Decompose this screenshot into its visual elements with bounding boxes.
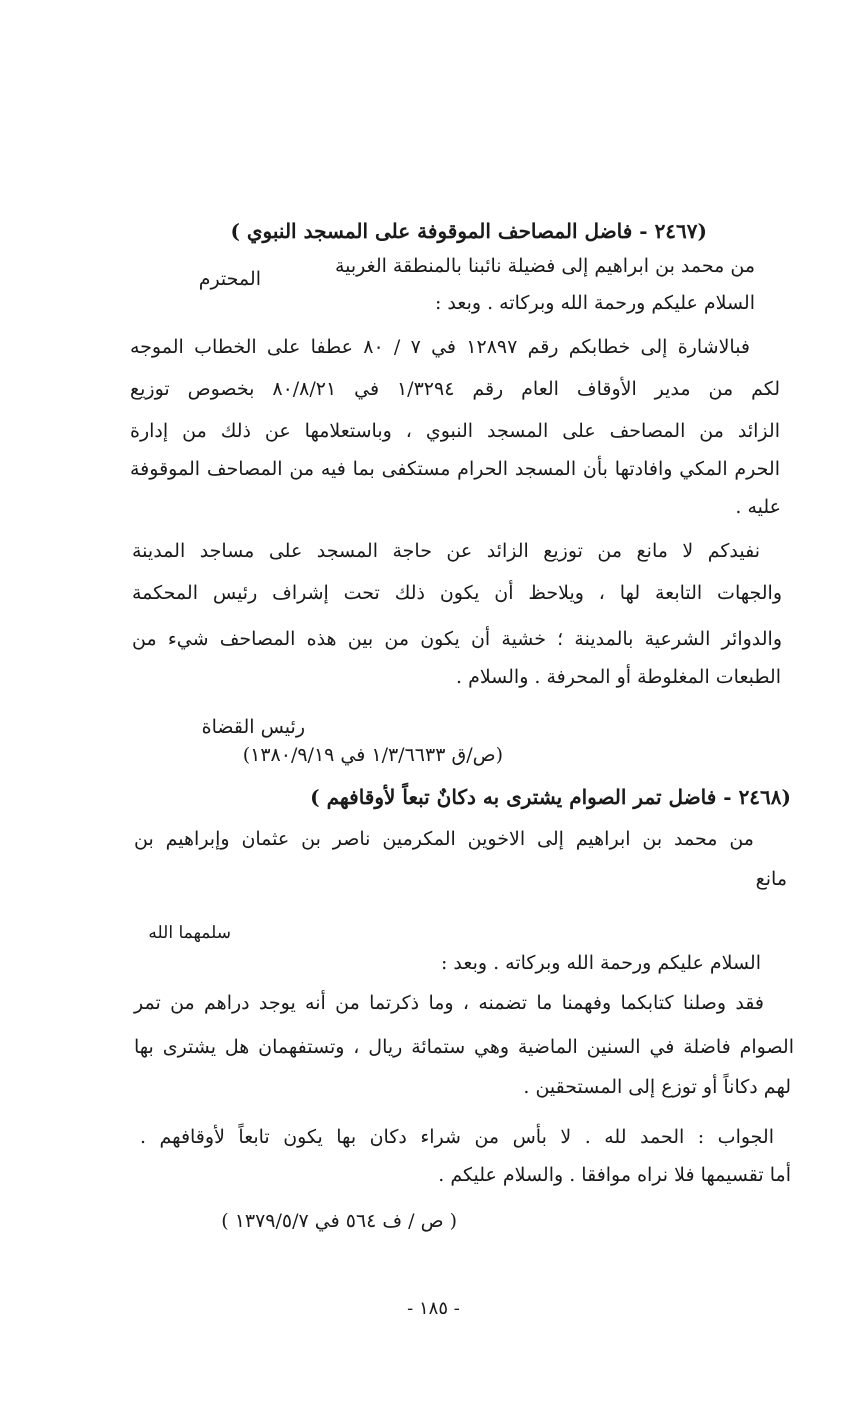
letter-2468-answer-line-2: أما تقسيمها فلا نراه موافقا . والسلام عليكم . xyxy=(438,1164,791,1186)
letter-2468-greeting: السلام عليكم ورحمة الله وبركاته . وبعد : xyxy=(440,952,761,974)
letter-2468-body-line-2: الصوام فاضلة في السنين الماضية وهي ستمائة ريال ، وتستفهمان هل يشترى بها xyxy=(134,1036,794,1058)
letter-2468-from-line-2: مانع xyxy=(755,868,787,890)
letter-2467-signature: رئيس القضاة xyxy=(201,716,305,738)
letter-2467-heading: (٢٤٦٧ - فاضل المصاحف الموقوفة على المسجد النبوي ) xyxy=(230,219,707,243)
letter-2467-body1-line-5: عليه . xyxy=(735,496,781,518)
letter-2468-reference: ( ص / ف ٥٦٤ في ١٣٧٩/٥/٧ ) xyxy=(221,1210,457,1232)
letter-2467-body1-line-1: فبالاشارة إلى خطابكم رقم ١٢٨٩٧ في ٧ / ٨٠ عطفا على الخطاب الموجه xyxy=(130,336,751,358)
letter-2468-body-line-1: فقد وصلنا كتابكما وفهمنا ما تضمنه ، وما ذكرتما من أنه يوجد دراهم من تمر xyxy=(134,992,764,1014)
letter-2468-salutation: سلمهما الله xyxy=(148,923,231,943)
letter-2468-answer-line-1: الجواب : الحمد لله . لا بأس من شراء دكان بها يكون تابعاً لأوقافهم . xyxy=(140,1126,774,1148)
letter-2467-body1-line-3: الزائد من المصاحف على المسجد النبوي ، وباستعلامها عن ذلك من إدارة xyxy=(130,420,780,442)
letter-2467-body2-line-1: نفيدكم لا مانع من توزيع الزائد عن حاجة المسجد على مساجد المدينة xyxy=(132,540,760,562)
letter-2467-body2-line-4: الطبعات المغلوطة أو المحرفة . والسلام . xyxy=(456,666,781,688)
letter-2467-honorific: المحترم xyxy=(198,268,261,290)
letter-2467-body1-line-4: الحرم المكي وافادتها بأن المسجد الحرام مستكفى بما فيه من المصاحف الموقوفة xyxy=(130,458,780,480)
letter-2467-body2-line-2: والجهات التابعة لها ، ويلاحظ أن يكون ذلك تحت إشراف رئيس المحكمة xyxy=(132,582,782,604)
letter-2467-body2-line-3: والدوائر الشرعية بالمدينة ؛ خشية أن يكون من بين هذه المصاحف شيء من xyxy=(132,628,782,650)
letter-2468-body-line-3: لهم دكاناً أو توزع إلى المستحقين . xyxy=(523,1076,791,1098)
letter-2467-from-line: من محمد بن ابراهيم إلى فضيلة نائبنا بالمنطقة الغربية xyxy=(334,255,755,277)
letter-2467-greeting: السلام عليكم ورحمة الله وبركاته . وبعد : xyxy=(434,292,755,314)
page-number: - ١٨٥ - xyxy=(407,1298,460,1319)
letter-2468-from-line-1: من محمد بن ابراهيم إلى الاخوين المكرمين ناصر بن عثمان وإبراهيم بن xyxy=(134,828,754,850)
letter-2467-reference: (ص/ق ١/٣/٦٦٣٣ في ١٣٨٠/٩/١٩) xyxy=(242,744,503,766)
letter-2467-body1-line-2: لكم من مدير الأوقاف العام رقم ١/٣٢٩٤ في ٨٠/٨/٢١ بخصوص توزيع xyxy=(130,378,781,400)
letter-2468-heading: (٢٤٦٨ - فاضل تمر الصوام يشترى به دكانٌ تبعاً لأوقافهم ) xyxy=(310,785,791,809)
